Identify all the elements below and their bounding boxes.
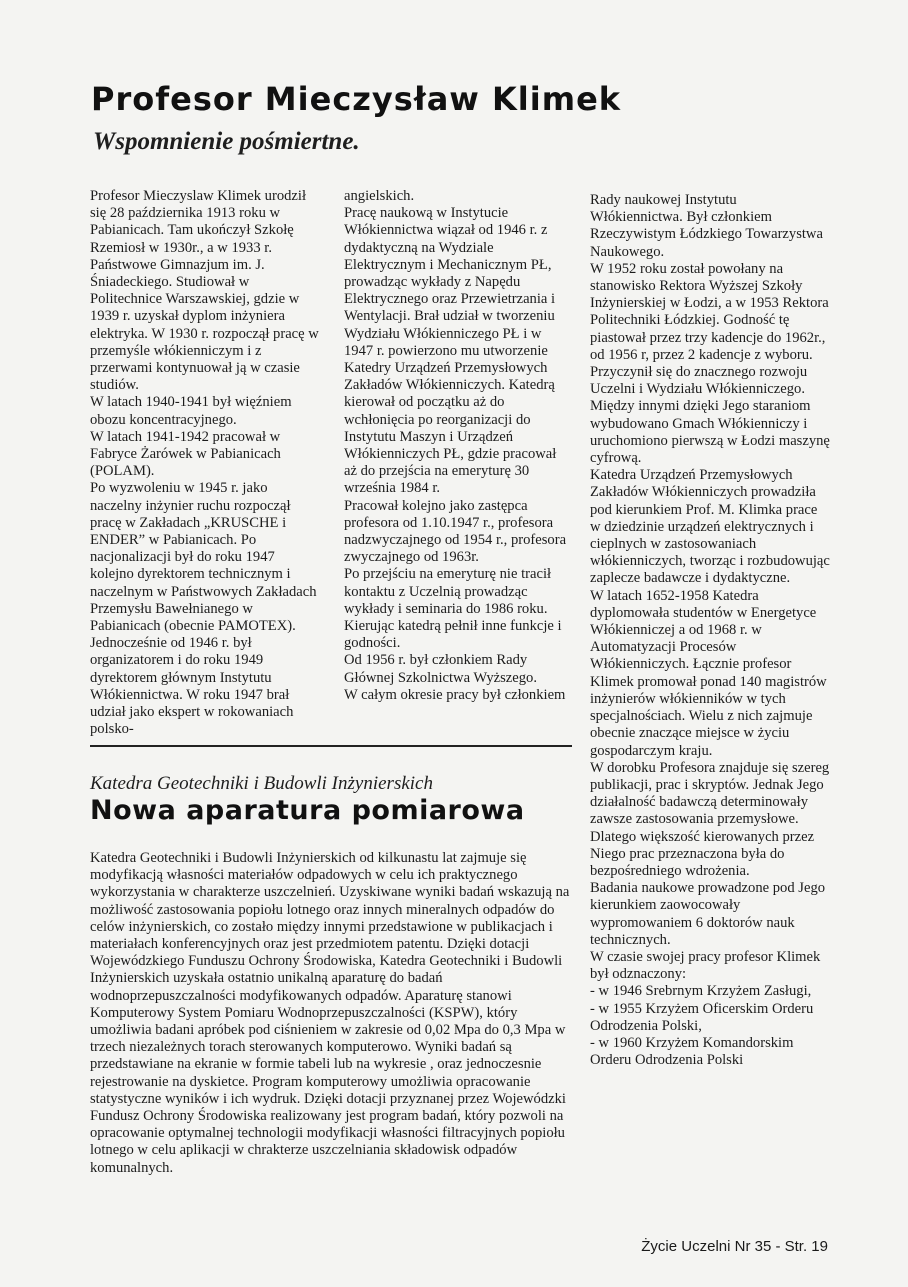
section-divider xyxy=(90,745,572,747)
paragraph: W latach 1940-1941 był więźniem obozu koncentracyjnego. xyxy=(90,394,292,428)
paragraph: Katedra Geotechniki i Budowli Inżynierskich od kilkunastu lat zajmuje się modyfikacją własności materiałów odpadowych w celu ich praktycznego wykorzystania w charakterze uszczelnień. Uzyskiwane wyniki badań wskazują na możliwość zastosowania popiołu lotnego oraz innych mineralnych odpadów do celów inżynierskich, co zostało między innymi przedstawione w publikacjach i materiałach konferencyjnych oraz jest przedmiotem patentu. Dzięki dotacji Wojewódzkiego Funduszu Ochrony Środowiska, Katedra Geotechniki i Budowli Inżynierskich uzyskała ostatnio unikalną aparaturę do badań wodnoprzepuszczalności modyfikowanych odpadów. Aparaturę stanowi Komputerowy System Pomiaru Wodnoprzepuszczalności (KSPW), który umożliwia badani apróbek pod ciśnieniem w zakresie od 0,02 Mpa do 0,3 Mpa w trzech niezależnych torach sterowanych komputerowo. Wyniki badań są przedstawiane na ekranie w formie tabeli lub na wykresie , oraz jednoczesnie rejestrowanie na dyskietce. Program komputerowy umożliwia opracowanie statystyczne wyników i ich wydruk. Dzięki dotacji przyznanej przez Wojewódzki Fundusz Ochrony Środowiska realizowany jest program badań, który pozwoli na opracowanie optymalnej technologii modyfikacji własności filtracyjnych popiołu lotnego w celu aplikacji w chrakterze uszczelniania składowisk odpadów komunalnych. xyxy=(90,850,570,1176)
paragraph: Po wyzwoleniu w 1945 r. jako naczelny inżynier ruchu rozpoczął pracę w Zakładach „KRUSCHE i ENDER” w Pabianicach. Po nacjonalizacji był do roku 1947 kolejno dyrektorem technicznym i naczelnym w Państwowych Zakładach Przemysłu Bawełnianego w Pabianicach (obecnie PAMOTEX). Jednocześnie od 1946 r. był organizatorem i do roku 1949 dyrektorem głównym Instytutu Włókiennictwa. W roku 1947 brał udział jako ekspert w rokowaniach polsko- xyxy=(90,480,317,738)
paragraph: Pracę naukową w Instytucie Włókiennictwa wiązał od 1946 r. z dydaktyczną na Wydziale Elektrycznym i Mechanicznym PŁ, prowadząc wykłady z Napędu Elektrycznego oraz Przewietrzania i Wentylacji. Brał udział w tworzeniu Wydziału Włókienniczego PŁ i w 1947 r. powierzono mu utworzenie Katedry Urządzeń Przemysłowych Zakładów Włókienniczych. Katedrą kierował od początku aż do wchłonięcia po reorganizacji do Instytutu Maszyn i Urządzeń Włókienniczych PŁ, gdzie pracował aż do przejścia na emeryturę 30 września 1984 r. xyxy=(344,205,557,497)
paragraph: Profesor Mieczyslaw Klimek urodził się 28 października 1913 roku w Pabianicach. Tam ukończył Szkołę Rzemiosł w 1930r., a w 1933 r. Państwowe Gimnazjum im. J. Śniadeckiego. Studiował w Politechnice Warszawskiej, gdzie w 1939 r. uzyskał dyplom inżyniera elektryka. W 1930 r. rozpoczął pracę w przemyśle włókienniczym i z przerwami kontynuował ją w czasie studiów. xyxy=(90,188,319,394)
paragraph: W całym okresie pracy był członkiem xyxy=(344,686,566,703)
paragraph: Badania naukowe prowadzone pod Jego kierunkiem zaowocowały wypromowaniem 6 doktorów nauk technicznych. xyxy=(590,880,826,948)
paragraph: Po przejściu na emeryturę nie tracił kontaktu z Uczelnią prowadząc wykłady i seminaria do 1986 roku. xyxy=(344,566,552,617)
article-headline: Nowa aparatura pomiarowa xyxy=(90,795,525,826)
page-footer: Życie Uczelni Nr 35 - Str. 19 xyxy=(641,1238,828,1255)
paragraph: W czasie swojej pracy profesor Klimek był odznaczony: xyxy=(590,948,821,983)
paragraph: Przyczynił się do znacznego rozwoju Uczelni i Wydziału Włókienniczego. Między innymi dzięki Jego staraniom wybudowano Gmach Włókienniczy i uruchomiono pierwszą w Łodzi maszynę cyfrową. xyxy=(590,364,830,467)
paragraph: Od 1956 r. był członkiem Rady Głównej Szkolnictwa Wyższego. xyxy=(344,652,537,686)
paragraph: - w 1960 Krzyżem Komandorskim Orderu Odrodzenia Polski xyxy=(590,1034,794,1069)
paragraph: Rady naukowej Instytutu Włókiennictwa. Był członkiem Rzeczywistym Łódzkiego Towarzystwa Naukowego. xyxy=(590,192,823,260)
apparatus-article-body xyxy=(90,850,570,1177)
paragraph: Katedra Urządzeń Przemysłowych Zakładów Włókienniczych prowadziła pod kierunkiem Prof. M. Klimka prace w dziedzinie urządzeń elektrycznych i cieplnych w zastosowaniach włókienniczych, tworząc i rozbudowując zaplecze badawcze i dydaktyczne. xyxy=(590,467,830,587)
paragraph: W 1952 roku został powołany na stanowisko Rektora Wyższej Szkoły Inżynierskiej w Łodzi, a w 1953 Rektora Politechniki Łódzkiej. Godność tę piastował przez trzy kadencje do 1962r., od 1956 r, przez 2 kadencje z wyboru. xyxy=(590,260,829,363)
obituary-column-3 xyxy=(590,192,830,1069)
paragraph: angielskich. xyxy=(344,188,415,204)
paragraph: W dorobku Profesora znajduje się szereg publikacji, prac i skryptów. Jednak Jego działalność badawczą determinowały zawsze zastosowania przemysłowe. Dlatego większość kierowanych przez Niego prac przeznaczona była do bezpośredniego wdrożenia. xyxy=(590,759,830,879)
article-subtitle: Wspomnienie pośmiertne. xyxy=(93,128,360,155)
obituary-column-2 xyxy=(344,188,572,704)
obituary-column-1 xyxy=(90,188,322,739)
paragraph: Pracował kolejno jako zastępca profesora od 1.10.1947 r., profesora nadzwyczajnego od 1954 r., profesora zwyczajnego od 1963r. xyxy=(344,497,567,566)
paragraph: - w 1946 Srebrnym Krzyżem Zasługi, xyxy=(590,983,812,1000)
article-title: Profesor Mieczysław Klimek xyxy=(91,80,622,118)
paragraph: - w 1955 Krzyżem Oficerskim Orderu Odrodzenia Polski, xyxy=(590,1000,814,1034)
paragraph: W latach 1652-1958 Katedra dyplomowała studentów w Energetyce Włókienniczej a od 1968 r. w Automatyzacji Procesów Włókienniczych. Łącznie profesor Klimek promował ponad 140 magistrów inżynierów włókienników w tych specjalnościach. Wielu z nich zajmuje obecnie znaczące miejsce w życiu gospodarczym kraju. xyxy=(590,587,827,759)
section-label: Katedra Geotechniki i Budowli Inżynierskich xyxy=(90,773,433,794)
paragraph: W latach 1941-1942 pracował w Fabryce Żarówek w Pabianicach (POLAM). xyxy=(90,428,281,480)
paragraph: Kierując katedrą pełnił inne funkcje i godności. xyxy=(344,618,562,652)
